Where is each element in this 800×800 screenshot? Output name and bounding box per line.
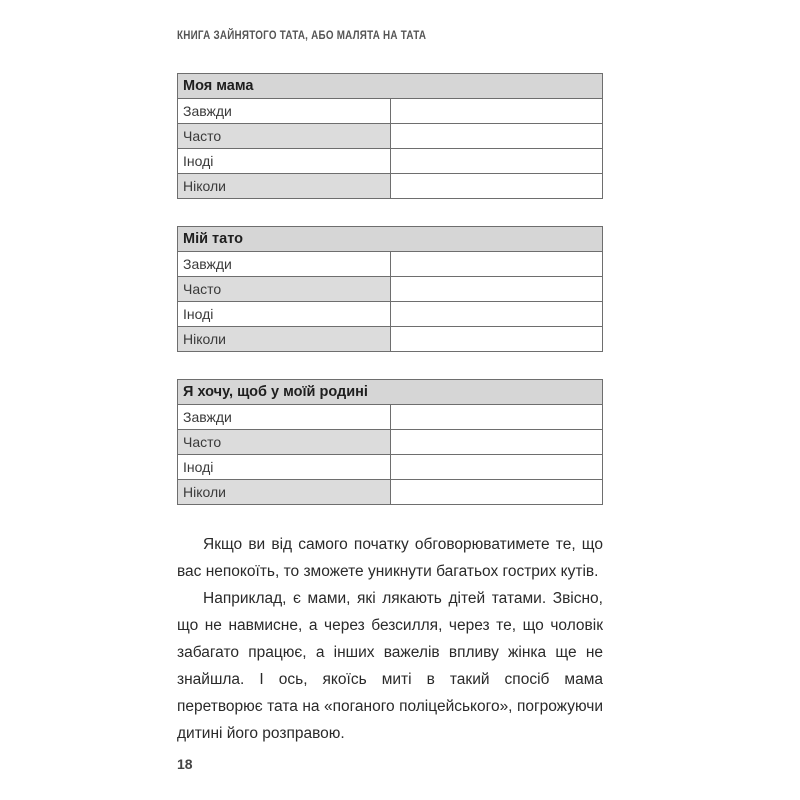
row-label-never: Ніколи <box>178 174 391 199</box>
row-label-always: Завжди <box>178 405 391 430</box>
row-label-always: Завжди <box>178 252 391 277</box>
answer-cell-sometimes[interactable] <box>390 149 603 174</box>
paragraph: Якщо ви від самого початку обговорюватимете те, що вас непокоїть, то зможете уникнути багатьох гострих кутів. <box>177 536 603 580</box>
row-label-sometimes: Іноді <box>178 455 391 480</box>
row-label-often: Часто <box>178 430 391 455</box>
answer-cell-always[interactable] <box>390 405 603 430</box>
running-head: КНИГА ЗАЙНЯТОГО ТАТА, АБО МАЛЯТА НА ТАТА <box>177 28 427 42</box>
answer-cell-sometimes[interactable] <box>390 455 603 480</box>
row-label-always: Завжди <box>178 99 391 124</box>
frequency-table-mom <box>177 73 603 199</box>
answer-cell-sometimes[interactable] <box>390 302 603 327</box>
answer-cell-always[interactable] <box>390 99 603 124</box>
frequency-table-family <box>177 379 603 505</box>
answer-cell-often[interactable] <box>390 124 603 149</box>
paragraph: Наприклад, є мами, які лякають дітей татами. Звісно, що не навмисне, а через безсилля, через те, що чоловік забагато працює, а інших важелів впливу жінка ще не знайшла. І ось, якоїсь миті в такий спосіб мама перетворює тата на «поганого поліцейського», погрожуючи дитині його розправою. <box>177 590 603 742</box>
row-label-never: Ніколи <box>178 327 391 352</box>
page-number: 18 <box>177 756 193 772</box>
row-label-sometimes: Іноді <box>178 302 391 327</box>
row-label-often: Часто <box>178 124 391 149</box>
table-title: Моя мама <box>178 74 603 99</box>
answer-cell-never[interactable] <box>390 174 603 199</box>
table-title: Мій тато <box>178 227 603 252</box>
body-text <box>177 531 603 747</box>
answer-cell-often[interactable] <box>390 277 603 302</box>
row-label-often: Часто <box>178 277 391 302</box>
answer-cell-always[interactable] <box>390 252 603 277</box>
answer-cell-often[interactable] <box>390 430 603 455</box>
answer-cell-never[interactable] <box>390 480 603 505</box>
table-title: Я хочу, щоб у моїй родині <box>178 380 603 405</box>
answer-cell-never[interactable] <box>390 327 603 352</box>
row-label-never: Ніколи <box>178 480 391 505</box>
row-label-sometimes: Іноді <box>178 149 391 174</box>
frequency-table-dad <box>177 226 603 352</box>
